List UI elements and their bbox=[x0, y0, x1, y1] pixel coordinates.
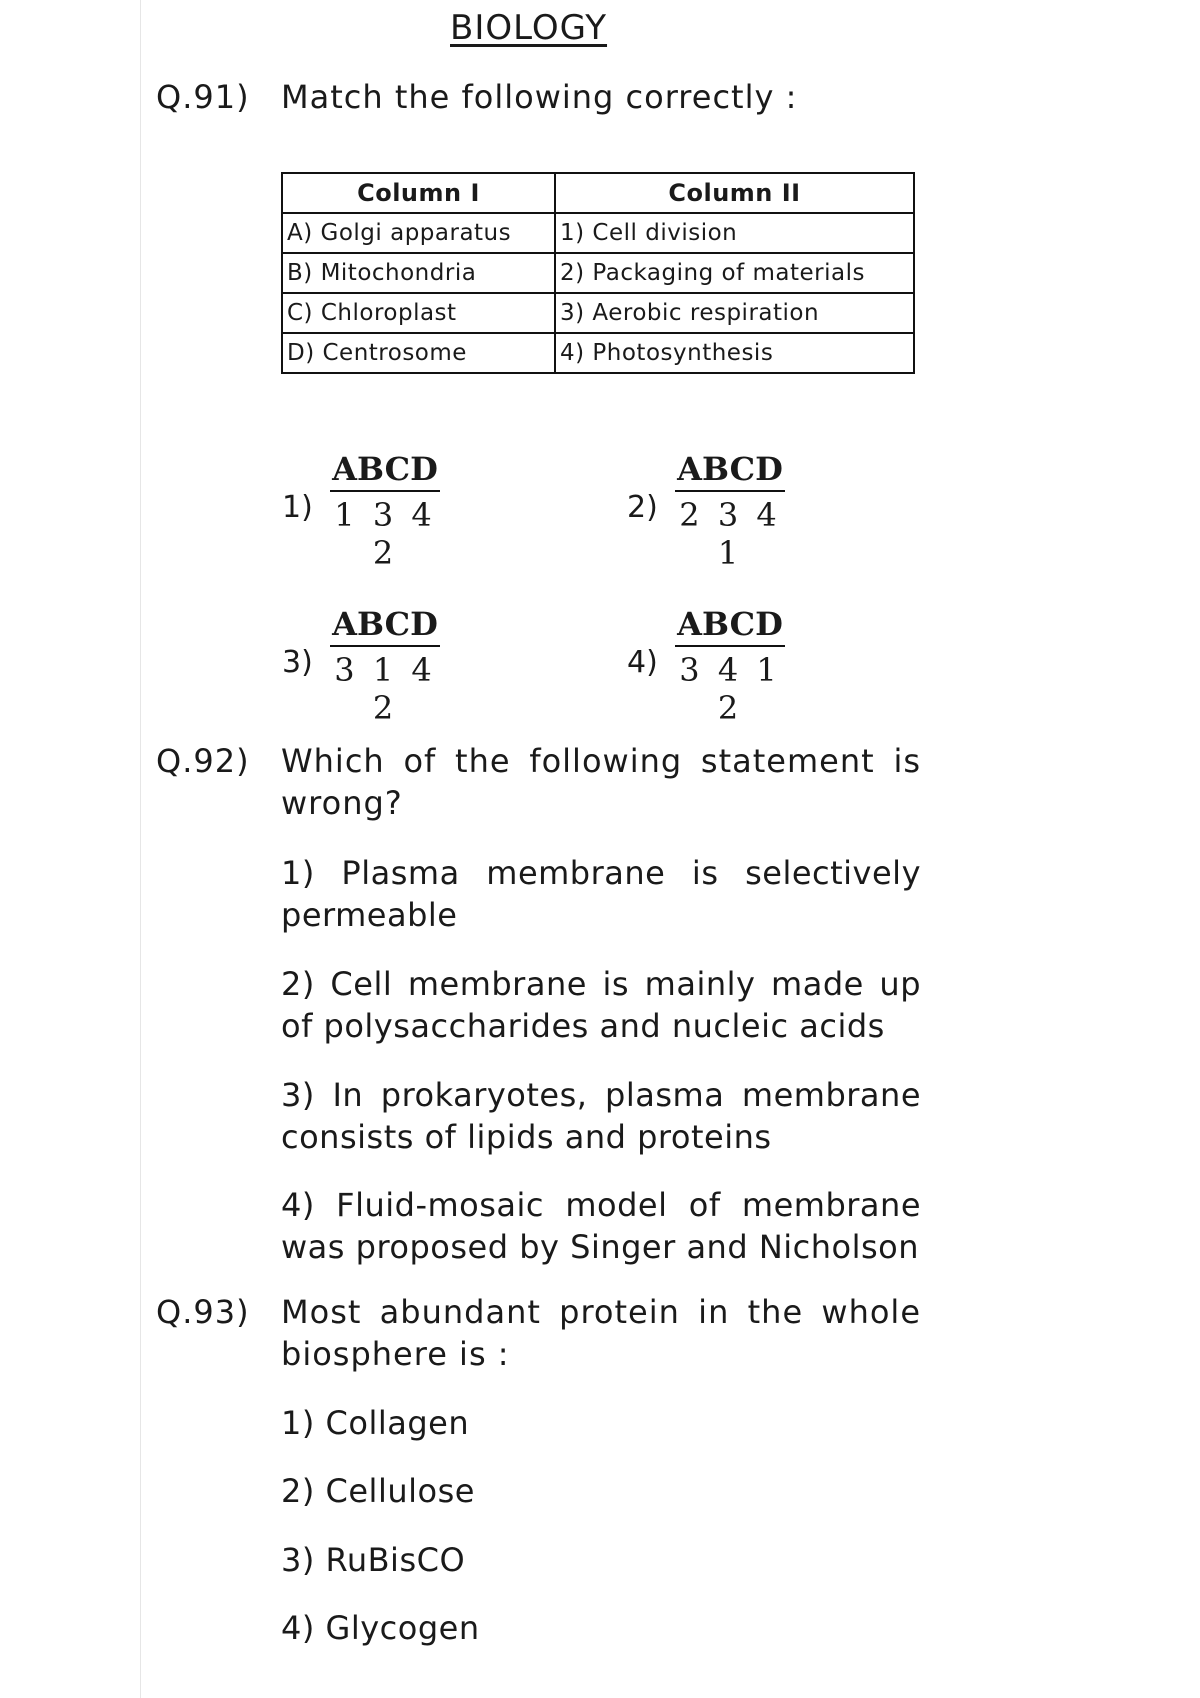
column-1-header: Column I bbox=[282, 173, 555, 213]
table-row bbox=[282, 213, 914, 253]
question-text-92: Which of the following statement is wrong? bbox=[281, 742, 921, 822]
fraction-top: ABCD bbox=[675, 605, 785, 647]
page-title: BIOLOGY bbox=[450, 8, 608, 48]
fraction-bottom: 3 4 1 2 bbox=[679, 651, 781, 727]
q92-option-4: 4) Fluid-mosaic model of membrane was proposed by Singer and Nicholson bbox=[281, 1186, 921, 1266]
question-number-93: Q.93) bbox=[156, 1293, 250, 1331]
fraction-top: ABCD bbox=[675, 450, 785, 492]
table-cell: 3) Aerobic respiration bbox=[555, 293, 914, 333]
table-row bbox=[282, 293, 914, 333]
q93-option-1: 1) Collagen bbox=[281, 1404, 470, 1442]
match-table bbox=[281, 172, 915, 374]
option-fraction-1 bbox=[330, 450, 440, 572]
q93-option-3: 3) RuBisCO bbox=[281, 1541, 466, 1579]
table-cell: D) Centrosome bbox=[282, 333, 555, 373]
q92-option-1: 1) Plasma membrane is selectively permeable bbox=[281, 854, 921, 934]
margin-rule bbox=[140, 0, 141, 1698]
question-text-91: Match the following correctly : bbox=[281, 78, 798, 116]
table-cell: B) Mitochondria bbox=[282, 253, 555, 293]
fraction-bottom: 3 1 4 2 bbox=[334, 651, 436, 727]
table-cell: 1) Cell division bbox=[555, 213, 914, 253]
table-cell: 2) Packaging of materials bbox=[555, 253, 914, 293]
fraction-bottom: 2 3 4 1 bbox=[679, 496, 781, 572]
table-row bbox=[282, 253, 914, 293]
option-fraction-2 bbox=[675, 450, 785, 572]
q93-option-2: 2) Cellulose bbox=[281, 1472, 475, 1510]
match-table-header-row bbox=[282, 173, 914, 213]
fraction-top: ABCD bbox=[330, 450, 440, 492]
question-text-93: Most abundant protein in the whole biosphere is : bbox=[281, 1293, 921, 1373]
q92-option-2: 2) Cell membrane is mainly made up of polysaccharides and nucleic acids bbox=[281, 965, 921, 1045]
fraction-top: ABCD bbox=[330, 605, 440, 647]
option-label-4: 4) bbox=[627, 645, 658, 680]
question-number-91: Q.91) bbox=[156, 78, 250, 116]
option-label-2: 2) bbox=[627, 490, 658, 525]
option-fraction-4 bbox=[675, 605, 785, 727]
table-cell: C) Chloroplast bbox=[282, 293, 555, 333]
column-2-header: Column II bbox=[555, 173, 914, 213]
q93-option-4: 4) Glycogen bbox=[281, 1609, 480, 1647]
question-number-92: Q.92) bbox=[156, 742, 250, 780]
table-cell: A) Golgi apparatus bbox=[282, 213, 555, 253]
table-cell: 4) Photosynthesis bbox=[555, 333, 914, 373]
option-fraction-3 bbox=[330, 605, 440, 727]
option-label-3: 3) bbox=[282, 645, 313, 680]
option-label-1: 1) bbox=[282, 490, 313, 525]
q92-option-3: 3) In prokaryotes, plasma membrane consists of lipids and proteins bbox=[281, 1076, 921, 1156]
fraction-bottom: 1 3 4 2 bbox=[334, 496, 436, 572]
table-row bbox=[282, 333, 914, 373]
